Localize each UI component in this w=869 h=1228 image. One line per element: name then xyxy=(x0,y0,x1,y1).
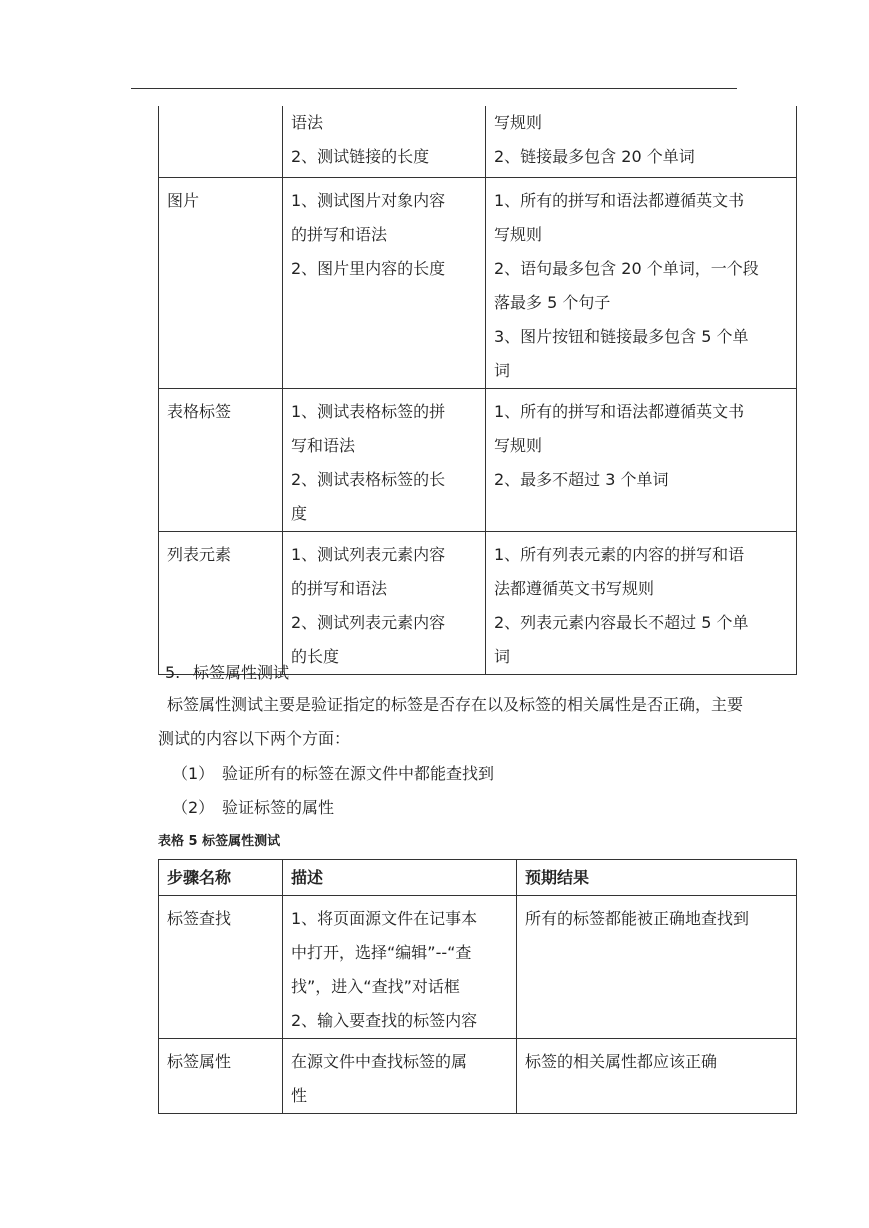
description-cell: 1、将页面源文件在记事本 中打开，选择“编辑”--“查 找”，进入“查找”对话框 2、输入要查找的标签内容 xyxy=(283,896,517,1039)
description-cell: 在源文件中查找标签的属 性 xyxy=(283,1039,517,1114)
step-name-cell: 标签属性 xyxy=(159,1039,283,1114)
table-row xyxy=(159,106,797,177)
rule-cell: 1、所有的拼写和语法都遵循英文书 写规则 2、语句最多包含 20 个单词，一个段 落最多 5 个句子 3、图片按钮和链接最多包含 5 个单 词 xyxy=(486,177,797,388)
header-description: 描述 xyxy=(283,860,517,896)
list-marker: （2） xyxy=(172,798,215,817)
step-name-cell: 列表元素 xyxy=(159,531,283,674)
page-header-rule xyxy=(131,88,737,89)
step-name-cell: 标签查找 xyxy=(159,896,283,1039)
test-cell: 1、测试列表元素内容 的拼写和语法 2、测试列表元素内容 的长度 xyxy=(283,531,486,674)
table-5-tag-attribute-test xyxy=(158,859,797,1114)
section-title: 标签属性测试 xyxy=(193,663,290,682)
step-name-cell: 表格标签 xyxy=(159,388,283,531)
expected-result-cell: 所有的标签都能被正确地查找到 xyxy=(517,896,797,1039)
list-item xyxy=(172,794,334,822)
step-name-cell: 图片 xyxy=(159,177,283,388)
header-expected-result: 预期结果 xyxy=(517,860,797,896)
section-heading xyxy=(165,660,289,686)
test-cell: 1、测试图片对象内容 的拼写和语法 2、图片里内容的长度 xyxy=(283,177,486,388)
rule-cell: 写规则 2、链接最多包含 20 个单词 xyxy=(486,106,797,177)
expected-result-cell: 标签的相关属性都应该正确 xyxy=(517,1039,797,1114)
table-row xyxy=(159,1039,797,1114)
section-paragraph: 标签属性测试主要是验证指定的标签是否存在以及标签的相关属性是否正确，主要测试的内容以下两个方面： xyxy=(158,695,744,748)
table-row xyxy=(159,388,797,531)
list-text: 验证所有的标签在源文件中都能查找到 xyxy=(222,764,495,783)
list-item xyxy=(172,760,494,788)
step-name-cell xyxy=(159,106,283,177)
list-text: 验证标签的属性 xyxy=(222,798,335,817)
table-caption: 表格 5 标签属性测试 xyxy=(158,834,281,849)
table-row xyxy=(159,896,797,1039)
list-marker: （1） xyxy=(172,764,215,783)
table-4-continued xyxy=(158,106,797,675)
rule-cell: 1、所有的拼写和语法都遵循英文书 写规则 2、最多不超过 3 个单词 xyxy=(486,388,797,531)
test-cell: 1、测试表格标签的拼 写和语法 2、测试表格标签的长 度 xyxy=(283,388,486,531)
header-step-name: 步骤名称 xyxy=(159,860,283,896)
test-cell: 语法 2、测试链接的长度 xyxy=(283,106,486,177)
table-row xyxy=(159,531,797,674)
section-number: 5. xyxy=(165,663,181,682)
table-row xyxy=(159,177,797,388)
rule-cell: 1、所有列表元素的内容的拼写和语 法都遵循英文书写规则 2、列表元素内容最长不超过 5 个单 词 xyxy=(486,531,797,674)
table-header-row xyxy=(159,860,797,896)
